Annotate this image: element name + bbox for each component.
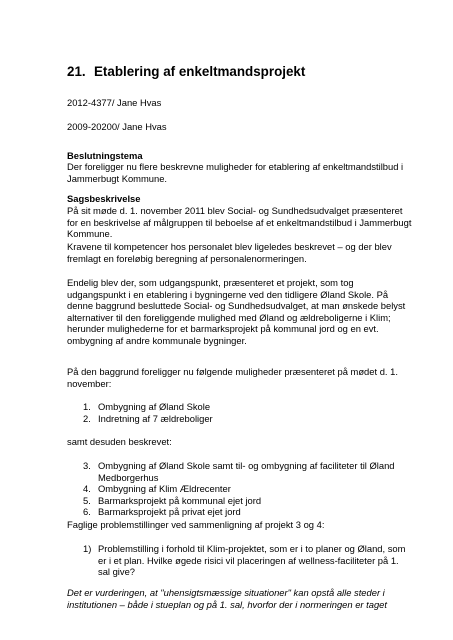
list-item: 2. Indretning af 7 ældreboliger xyxy=(83,412,213,424)
options-list xyxy=(83,460,413,518)
list-item: 1) Problemstilling i forhold til Klim-projektet, som er i to planer og Øland, som er i et plan. Hvilke øgede risici vil placeringen af wellness-faciliteter på 1. sal give? xyxy=(83,543,406,578)
paragraph: samt desuden beskrevet: xyxy=(67,436,172,447)
list-item: 5. Barmarksprojekt på kommunal ejet jord xyxy=(83,494,262,506)
section-heading xyxy=(67,64,305,80)
list-item: 3. Ombygning af Øland Skole samt til- og ombygning af faciliteter til Øland Medborgerhus xyxy=(83,460,395,483)
paragraph: Faglige problemstillinger ved sammenligning af projekt 3 og 4: xyxy=(67,519,325,530)
paragraph: Kravene til kompetencer hos personalet blev ligeledes beskrevet – og der blev fremlagt en foreløbig beregning af personalenormeringen. xyxy=(67,241,392,264)
list-item: 1. Ombygning af Øland Skole xyxy=(83,401,211,412)
case-reference: 2009-20200/ Jane Hvas xyxy=(67,121,167,132)
options-list xyxy=(83,401,413,424)
section-number: 21. xyxy=(67,64,86,79)
beslutningstema-label: Beslutningstema xyxy=(67,150,143,161)
sagsbeskrivelse-label: Sagsbeskrivelse xyxy=(67,193,141,204)
paragraph: Det er vurderingen, at "uhensigtsmæssige situationer" kan opstå alle steder i institutionen – både i stueplan og på 1. sal, hvorfor der i normeringen er taget xyxy=(67,587,387,610)
paragraph: På sit møde d. 1. november 2011 blev Social- og Sundhedsudvalget præsenteret for en beskrivelse af målgruppen til beboelse af et enkeltmandstilbud i Jammerbugt Kommune. xyxy=(67,205,412,240)
paragraph: Endelig blev der, som udgangspunkt, præsenteret et projekt, som tog udgangspunkt i en etablering i bygningerne ved den tidligere Øland Skole. På denne baggrund besluttede Social- og Sundhedsudvalget, at man ønskede belyst alternativer til den foreliggende mulighed med Øland og ældreboligerne i Klim; herunder mulighederne for et barmarksprojekt på kommunal jord og en evt. ombygning af andre kommunale bygninger. xyxy=(67,277,406,346)
list-item: 6. Barmarksprojekt på privat ejet jord xyxy=(83,506,241,518)
beslutningstema-text: Der foreligger nu flere beskrevne muligheder for etablering af enkeltmandstilbud i Jammerbugt Kommune. xyxy=(67,161,404,184)
section-title: Etablering af enkeltmandsprojekt xyxy=(94,64,306,79)
case-reference: 2012-4377/ Jane Hvas xyxy=(67,97,162,108)
paragraph: På den baggrund foreligger nu følgende muligheder præsenteret på mødet d. 1. november: xyxy=(67,366,398,389)
issues-list xyxy=(83,543,413,578)
list-item: 4. Ombygning af Klim Ældrecenter xyxy=(83,483,231,495)
